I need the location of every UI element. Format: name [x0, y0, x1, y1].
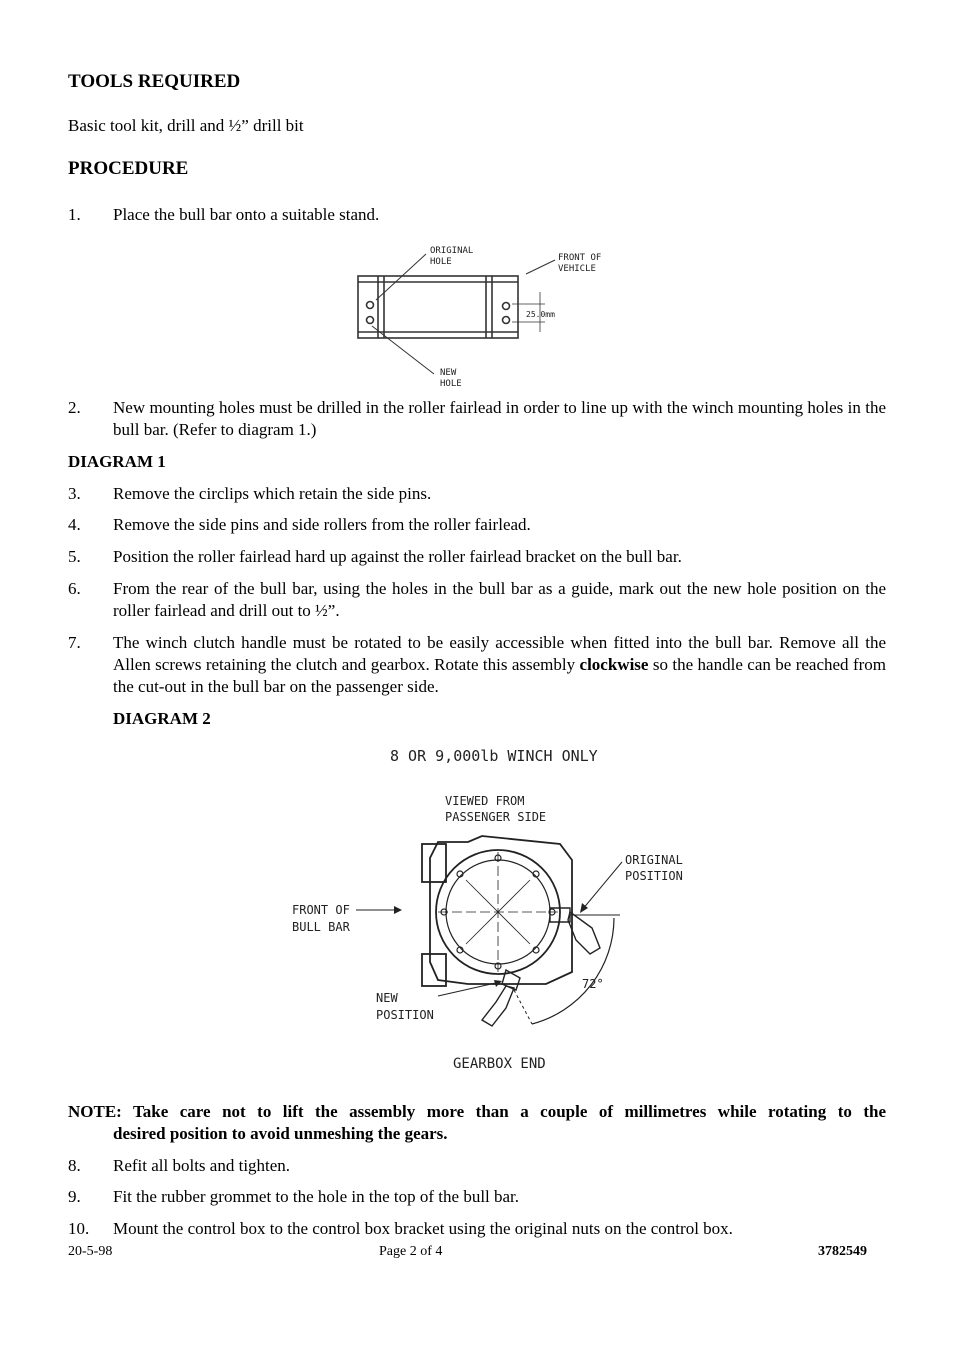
step-text: From the rear of the bull bar, using the holes in the bull bar as a guide, mark out the new hole position on the roller fairlead and drill out to ½”.: [113, 579, 886, 620]
step-number: 5.: [68, 547, 81, 566]
step-3: [68, 483, 886, 505]
d1-original-label-2: HOLE: [430, 257, 452, 267]
diagram-1-caption: DIAGRAM 1: [68, 452, 166, 471]
d2-original-1: ORIGINAL: [625, 853, 683, 867]
d2-angle: 72°: [582, 977, 604, 991]
step-number: 9.: [68, 1187, 81, 1206]
d1-new-label-2: HOLE: [440, 379, 462, 389]
step-text: Remove the side pins and side rollers from the roller fairlead.: [113, 515, 531, 534]
hole-right-top: [503, 303, 510, 310]
step-text: Mount the control box to the control box bracket using the original nuts on the control box.: [113, 1219, 733, 1238]
footer-code: 3782549: [818, 1244, 867, 1259]
step-2: [68, 397, 886, 441]
bracket-outline: [358, 276, 518, 338]
d2-original-2: POSITION: [625, 869, 683, 883]
d2-front-1: FRONT OF: [292, 903, 350, 917]
step-6: [68, 578, 886, 622]
d2-viewed-1: VIEWED FROM: [445, 794, 525, 808]
footer-date: 20-5-98: [68, 1244, 113, 1259]
step-text: New mounting holes must be drilled in the roller fairlead in order to line up with the winch mounting holes in the bull bar. (Refer to diagram 1.): [113, 398, 886, 439]
step-10: [68, 1218, 886, 1240]
d2-new-2: POSITION: [376, 1008, 434, 1022]
step-text: Remove the circlips which retain the side pins.: [113, 484, 432, 503]
step-8: [68, 1155, 886, 1177]
diagram-1-figure: [340, 240, 620, 392]
tools-text: Basic tool kit, drill and ½” drill bit: [68, 116, 304, 135]
d2-gearbox: GEARBOX END: [453, 1056, 546, 1072]
d2-viewed-2: PASSENGER SIDE: [445, 810, 547, 824]
note-label: NOTE:: [68, 1102, 122, 1121]
step-text: Position the roller fairlead hard up against the roller fairlead bracket on the bull bar.: [113, 547, 682, 566]
step-7-text-b: so the handle can be reached from the cut-out in the bull bar on the passenger side.: [113, 655, 886, 696]
original-hole-left-top: [367, 302, 374, 309]
d1-front-label-1: FRONT OF: [558, 253, 602, 263]
tools-heading: TOOLS REQUIRED: [68, 71, 241, 92]
diagram-2-caption: DIAGRAM 2: [113, 709, 211, 728]
step-text: Fit the rubber grommet to the hole in the top of the bull bar.: [113, 1187, 520, 1206]
note-line-2: desired position to avoid unmeshing the gears.: [113, 1124, 448, 1143]
original-hole-left-bottom: [367, 317, 374, 324]
step-7: [68, 632, 886, 698]
step-number: 10.: [68, 1219, 90, 1238]
note-text-1: Take care not to lift the assembly more than a couple of millimetres while rotating to the: [133, 1102, 886, 1121]
d2-front-2: BULL BAR: [292, 920, 350, 934]
step-number: 6.: [68, 579, 81, 598]
step-number: 1.: [68, 205, 81, 224]
step-number: 3.: [68, 484, 81, 503]
d1-front-label-2: VEHICLE: [558, 264, 596, 274]
diagram-2-figure: [270, 740, 690, 1080]
step-5: [68, 546, 886, 568]
d2-new-1: NEW: [376, 991, 398, 1005]
step-text: [113, 632, 886, 698]
d2-title: 8 OR 9,000lb WINCH ONLY: [390, 747, 598, 765]
step-1: [68, 204, 886, 226]
step-4: [68, 514, 886, 536]
d1-new-label-1: NEW: [440, 368, 457, 378]
note-line-1: [68, 1101, 886, 1123]
footer-page: Page 2 of 4: [379, 1244, 443, 1259]
gearbox-housing: [422, 836, 620, 1026]
procedure-heading: PROCEDURE: [68, 158, 189, 179]
step-number: 8.: [68, 1156, 81, 1175]
hole-right-bottom: [503, 317, 510, 324]
step-number: 4.: [68, 515, 81, 534]
step-number: 2.: [68, 398, 81, 417]
step-7-bold: clockwise: [579, 655, 649, 674]
step-9: [68, 1186, 886, 1208]
step-text: Place the bull bar onto a suitable stand.: [113, 205, 380, 224]
d1-original-label-1: ORIGINAL: [430, 246, 474, 256]
step-text: Refit all bolts and tighten.: [113, 1156, 291, 1175]
step-7-text-a: The winch clutch handle must be rotated to be easily accessible when fitted into the bull bar. Remove all the Allen screws retaining the clutch and gearbox. Rotate this assembly: [113, 633, 886, 674]
d1-dimension-label: 25.0mm: [526, 310, 555, 319]
step-number: 7.: [68, 633, 81, 652]
